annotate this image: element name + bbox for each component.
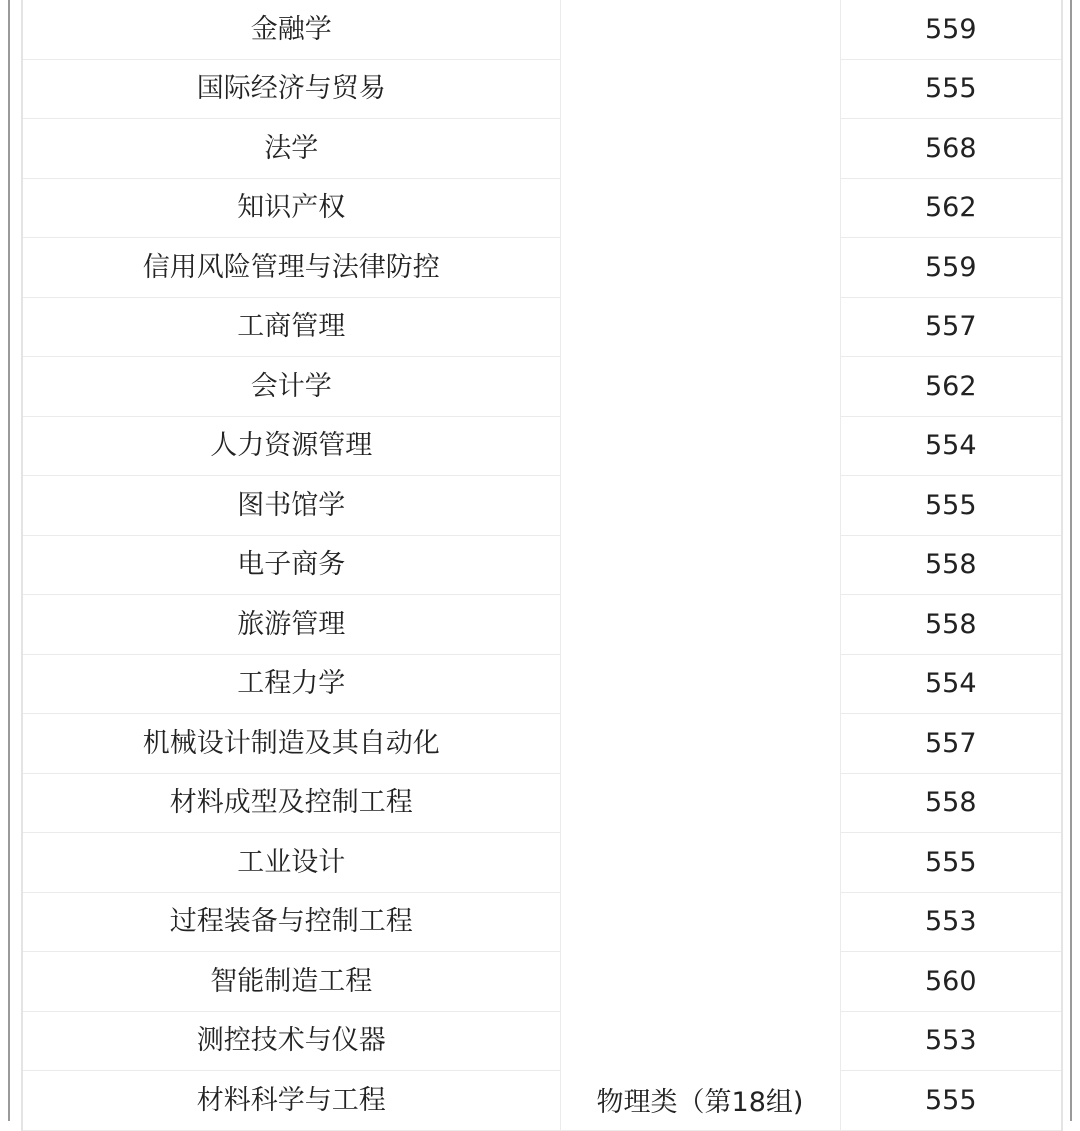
- major-cell: 测控技术与仪器: [22, 1011, 560, 1071]
- score-cell: 555: [840, 1071, 1062, 1131]
- table-row: [22, 476, 1062, 536]
- table-row: [22, 892, 1062, 952]
- score-cell: 555: [840, 476, 1062, 536]
- group-cell: 物理类（第18组): [560, 0, 840, 1130]
- major-cell: 信用风险管理与法律防控: [22, 238, 560, 298]
- score-cell: 554: [840, 416, 1062, 476]
- table-row: [22, 535, 1062, 595]
- score-cell: 560: [840, 952, 1062, 1012]
- score-table-body: [22, 0, 1062, 1130]
- major-cell: 智能制造工程: [22, 952, 560, 1012]
- score-cell: 559: [840, 238, 1062, 298]
- table-row: [22, 714, 1062, 774]
- major-cell: 会计学: [22, 357, 560, 417]
- major-cell: 旅游管理: [22, 595, 560, 655]
- major-cell: 人力资源管理: [22, 416, 560, 476]
- table-row: [22, 654, 1062, 714]
- major-cell: 工业设计: [22, 833, 560, 893]
- score-cell: 557: [840, 297, 1062, 357]
- score-cell: 554: [840, 654, 1062, 714]
- major-cell: 过程装备与控制工程: [22, 892, 560, 952]
- table-row: [22, 595, 1062, 655]
- score-cell: 557: [840, 714, 1062, 774]
- table-row: [22, 59, 1062, 119]
- table-row: [22, 238, 1062, 298]
- score-cell: 558: [840, 595, 1062, 655]
- table-row: [22, 1071, 1062, 1131]
- table-row: [22, 0, 1062, 59]
- score-cell: 558: [840, 535, 1062, 595]
- score-cell: 555: [840, 833, 1062, 893]
- score-cell: 555: [840, 59, 1062, 119]
- score-cell: 553: [840, 892, 1062, 952]
- table-row: [22, 952, 1062, 1012]
- table-row: [22, 297, 1062, 357]
- major-cell: 金融学: [22, 0, 560, 59]
- major-cell: 电子商务: [22, 535, 560, 595]
- table-row: [22, 1011, 1062, 1071]
- major-cell: 工商管理: [22, 297, 560, 357]
- major-cell: 材料成型及控制工程: [22, 773, 560, 833]
- score-cell: 562: [840, 357, 1062, 417]
- major-cell: 国际经济与贸易: [22, 59, 560, 119]
- table-row: [22, 773, 1062, 833]
- score-cell: 568: [840, 119, 1062, 179]
- table-row: [22, 416, 1062, 476]
- table-row: [22, 357, 1062, 417]
- score-cell: 558: [840, 773, 1062, 833]
- major-cell: 图书馆学: [22, 476, 560, 536]
- table-row: [22, 119, 1062, 179]
- score-cell: 553: [840, 1011, 1062, 1071]
- score-cell: 559: [840, 0, 1062, 59]
- major-cell: 机械设计制造及其自动化: [22, 714, 560, 774]
- table-row: [22, 833, 1062, 893]
- major-cell: 材料科学与工程: [22, 1071, 560, 1131]
- major-cell: 知识产权: [22, 178, 560, 238]
- score-table: [21, 0, 1063, 1131]
- score-cell: 562: [840, 178, 1062, 238]
- major-cell: 法学: [22, 119, 560, 179]
- major-cell: 工程力学: [22, 654, 560, 714]
- table-row: [22, 178, 1062, 238]
